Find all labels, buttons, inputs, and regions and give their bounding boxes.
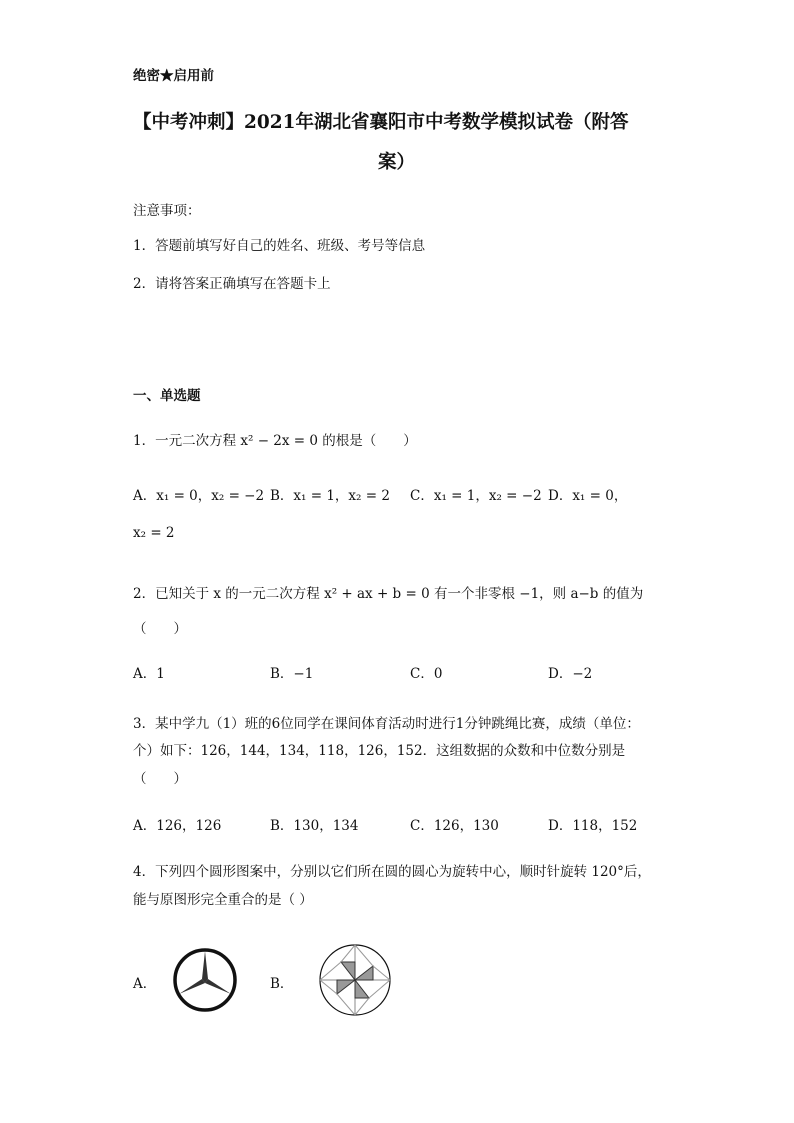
- q3-paren: （ ）: [133, 771, 187, 787]
- q1-option-a: A．x₁ = 0，x₂ = −2: [133, 488, 265, 504]
- q3-stem-2: 个）如下：126，144，134，118，126，152．这组数据的众数和中位数分别是: [133, 743, 626, 759]
- q1-option-d: D．x₁ = 0，: [548, 488, 628, 504]
- q3-option-a: A．126，126: [133, 818, 222, 834]
- q4-option-b: B．: [270, 976, 294, 992]
- title-line-2: 案）: [378, 152, 416, 173]
- q3-option-c: C．126，130: [410, 818, 499, 834]
- q1-option-c: C．x₁ = 1，x₂ = −2: [410, 488, 542, 504]
- q3-option-d: D．118，152: [548, 818, 638, 834]
- notice-item: 1．答题前填写好自己的姓名、班级、考号等信息: [133, 238, 426, 254]
- q2-option-d: D．−2: [548, 666, 593, 682]
- q2-option-b: B．−1: [270, 666, 314, 682]
- q1-stem: 1．一元二次方程 x² − 2x = 0 的根是（ ）: [133, 433, 417, 449]
- title-line-1: 【中考冲刺】2021年湖北省襄阳市中考数学模拟试卷（附答: [133, 112, 629, 133]
- q2-option-a: A．1: [133, 666, 165, 682]
- pinwheel-in-circle-figure: [318, 943, 392, 1017]
- secret-label: 绝密★启用前: [133, 68, 214, 84]
- notice-heading: 注意事项：: [133, 203, 201, 219]
- notice-item: 2．请将答案正确填写在答题卡上: [133, 276, 331, 292]
- star-in-circle-figure: [172, 947, 238, 1013]
- q2-option-c: C．0: [410, 666, 443, 682]
- q4-stem-2: 能与原图形完全重合的是（ ）: [133, 892, 313, 908]
- q4-stem-1: 4．下列四个圆形图案中，分别以它们所在圆的圆心为旋转中心，顺时针旋转 120°后，: [133, 864, 651, 880]
- section-heading: 一、单选题: [133, 388, 201, 404]
- q1-option-d-cont: x₂ = 2: [133, 525, 175, 541]
- q4-option-a: A．: [133, 976, 157, 992]
- q2-paren: （ ）: [133, 621, 187, 637]
- q3-stem-1: 3．某中学九（1）班的6位同学在课间体育活动时进行1分钟跳绳比赛，成绩（单位：: [133, 716, 640, 732]
- q3-option-b: B．130，134: [270, 818, 359, 834]
- q2-stem: 2．已知关于 x 的一元二次方程 x² + ax + b = 0 有一个非零根 −1，则 a−b 的值为: [133, 586, 644, 602]
- q1-option-b: B．x₁ = 1，x₂ = 2: [270, 488, 390, 504]
